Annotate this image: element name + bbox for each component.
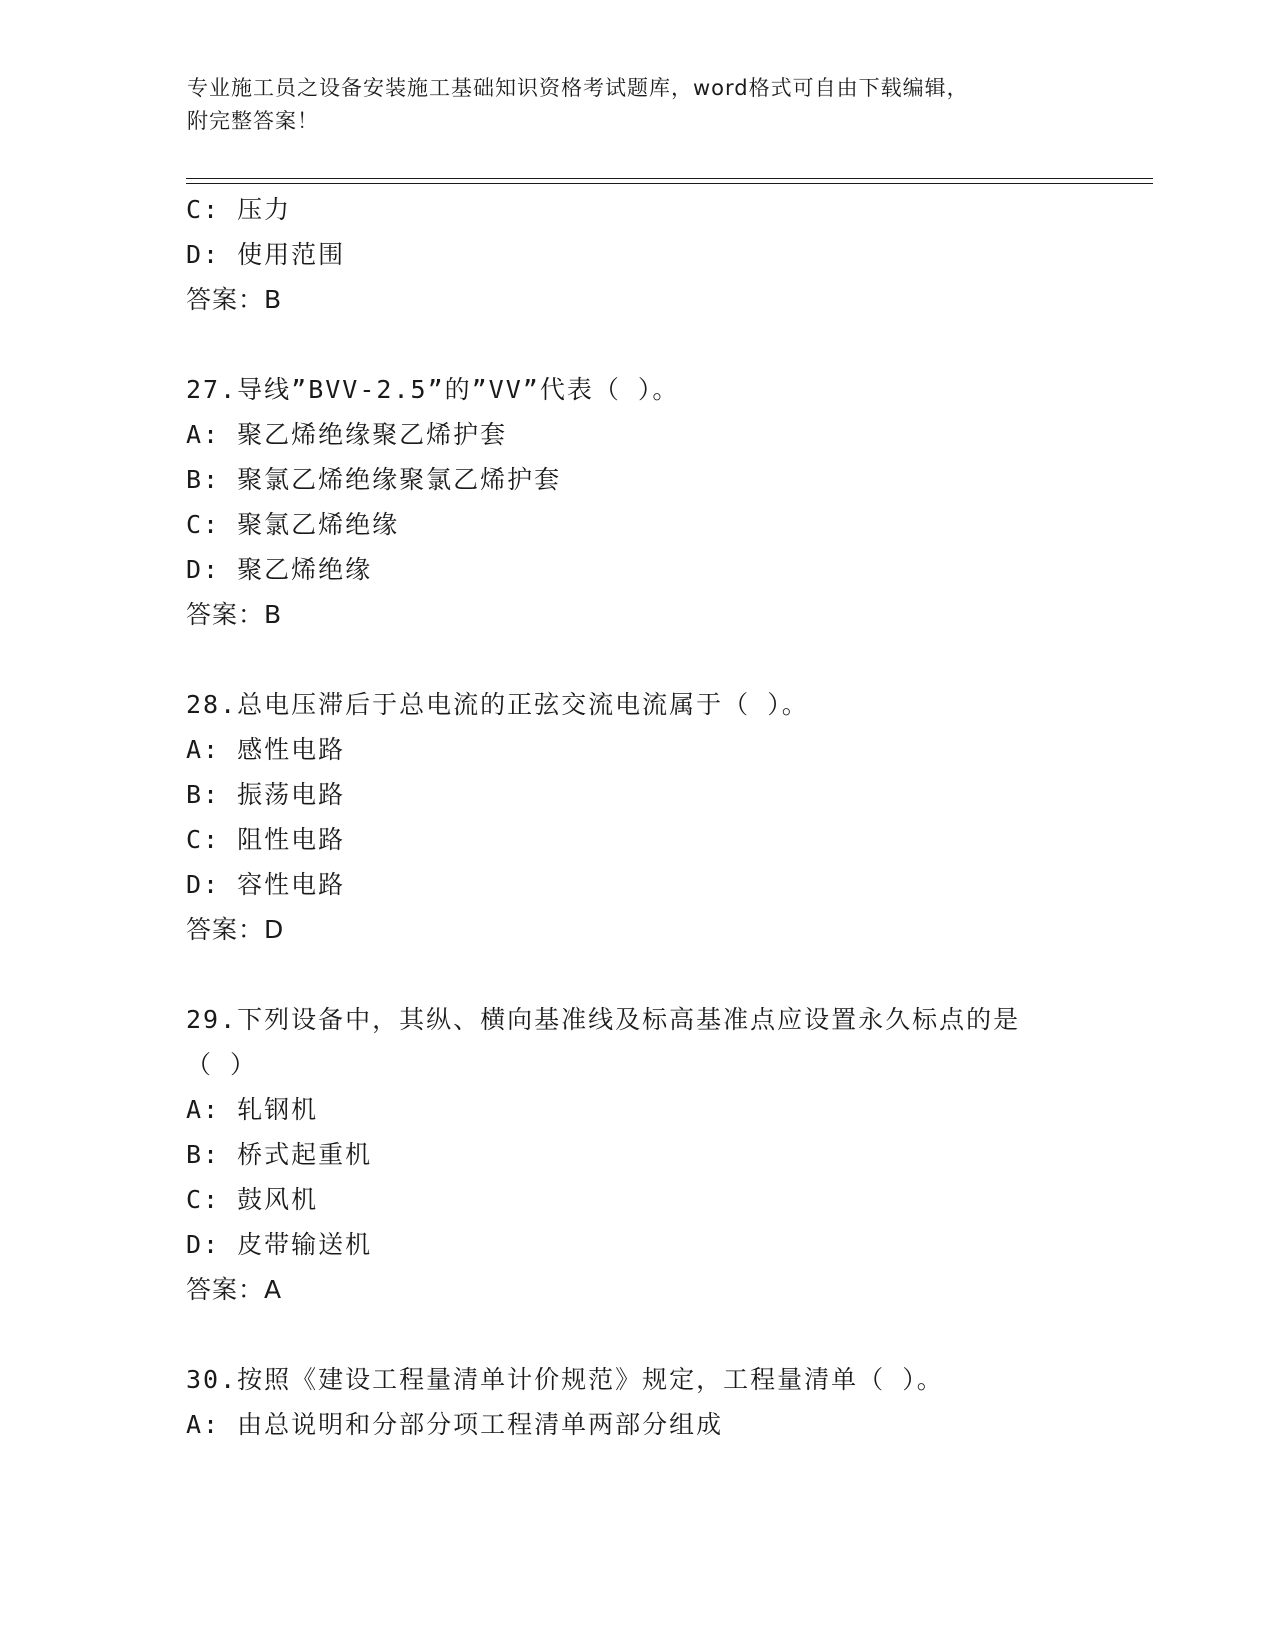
header-rule-bottom	[186, 183, 1153, 184]
option-line: B: 桥式起重机	[186, 1140, 373, 1169]
option-line: D: 皮带输送机	[186, 1230, 373, 1259]
option-line: A: 感性电路	[186, 735, 346, 764]
option-line: C: 阻性电路	[186, 825, 346, 854]
question-line: 27.导线”BVV-2.5”的”VV”代表（ ）。	[186, 375, 680, 404]
option-line: D: 聚乙烯绝缘	[186, 555, 373, 584]
option-line: A: 轧钢机	[186, 1095, 319, 1124]
header-line-1: 专业施工员之设备安装施工基础知识资格考试题库，word格式可自由下载编辑，	[187, 76, 969, 100]
option-line: C: 聚氯乙烯绝缘	[186, 510, 400, 539]
document-header	[187, 72, 1067, 138]
header-line-2: 附完整答案！	[187, 109, 319, 133]
question-line: 30.按照《建设工程量清单计价规范》规定，工程量清单（ ）。	[186, 1365, 944, 1394]
option-line: D: 使用范围	[186, 240, 346, 269]
option-line: C: 压力	[186, 195, 292, 224]
answer-line: 答案：D	[186, 915, 285, 944]
option-line: A: 聚乙烯绝缘聚乙烯护套	[186, 420, 508, 449]
answer-line: 答案：B	[186, 285, 283, 314]
question-line: 28.总电压滞后于总电流的正弦交流电流属于（ ）。	[186, 690, 809, 719]
answer-line: 答案：A	[186, 1275, 283, 1304]
option-line: A: 由总说明和分部分项工程清单两部分组成	[186, 1410, 724, 1439]
question-line: 29.下列设备中，其纵、横向基准线及标高基准点应设置永久标点的是	[186, 1005, 1021, 1034]
option-line: B: 聚氯乙烯绝缘聚氯乙烯护套	[186, 465, 562, 494]
option-line: B: 振荡电路	[186, 780, 346, 809]
option-line: C: 鼓风机	[186, 1185, 319, 1214]
question-line-continued: （ ）	[186, 1050, 258, 1079]
option-line: D: 容性电路	[186, 870, 346, 899]
answer-line: 答案：B	[186, 600, 283, 629]
header-rule-top	[186, 178, 1153, 179]
